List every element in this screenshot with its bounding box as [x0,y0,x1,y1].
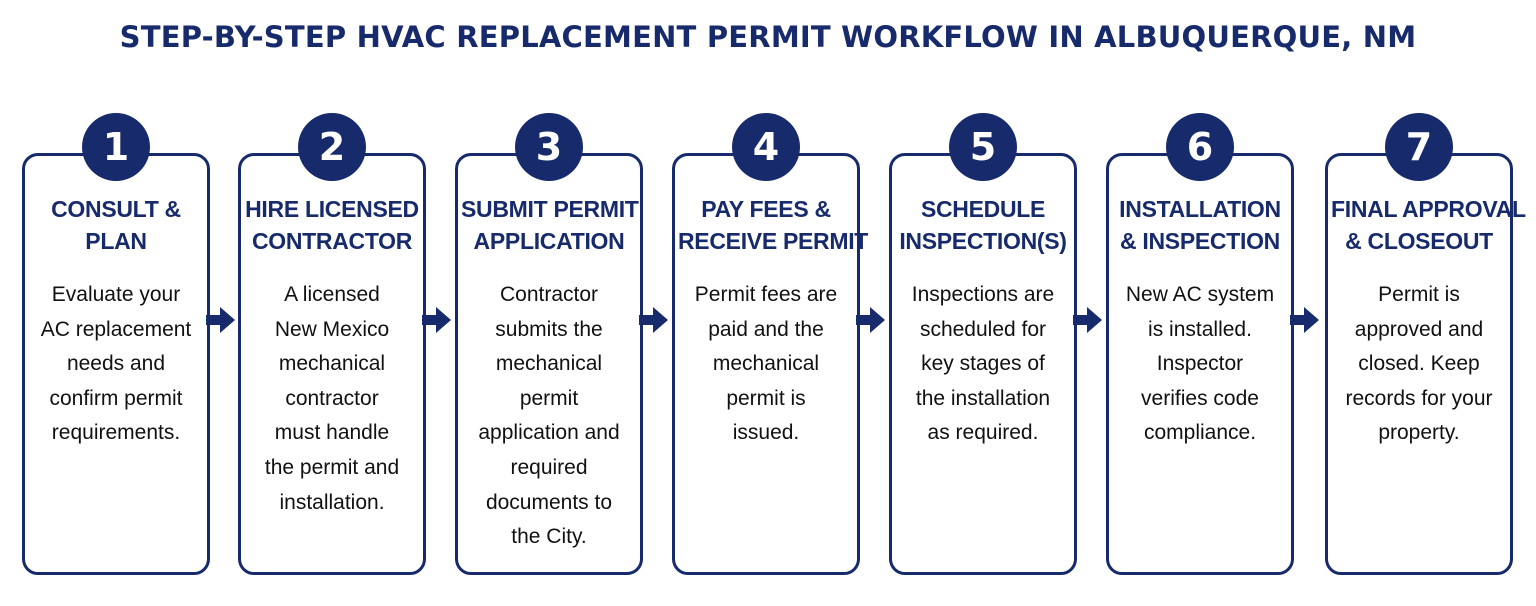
step-number-badge: 6 [1166,113,1234,181]
step-title-line: INSPECTION(S) [899,228,1067,254]
right-arrow-icon [422,305,452,335]
step-title [895,193,1071,257]
step-description-line: must handle [274,421,390,445]
step-description-line: mechanical [495,352,603,376]
step-description-line: AC replacement [40,317,192,341]
right-arrow-icon [1073,305,1103,335]
step-title [678,193,869,257]
step-description-line: verifies code [1141,386,1259,410]
step-1 [22,113,210,575]
step-description-line: permit [519,386,579,410]
step-description-line: approved and [1354,317,1484,341]
step-number-badge: 7 [1385,113,1453,181]
step-description-line: Inspections are [911,283,1055,306]
step-number-badge: 3 [515,113,583,181]
right-arrow-icon [206,305,236,335]
step-description-line: mechanical [278,352,386,376]
step-description-line: Inspector [1156,352,1244,376]
step-description-line: required [510,455,588,479]
diagram-title: STEP-BY-STEP HVAC REPLACEMENT PERMIT WORKFLOW IN ALBUQUERQUE, NM [119,20,1417,54]
step-title-line: CONTRACTOR [251,228,413,254]
step-description [895,278,1071,451]
right-arrow-icon [856,305,886,335]
step-5 [889,113,1077,575]
step-description [244,278,420,520]
step-description-line: confirm permit [49,386,183,410]
step-description-line: mechanical [712,352,820,376]
step-description-line: needs and [66,352,166,376]
step-description-line: Contractor [499,283,599,306]
step-description-line: closed. Keep [1358,352,1480,376]
step-number-badge: 1 [82,113,150,181]
step-description-line: paid and the [708,317,824,341]
step-4 [672,113,869,575]
step-description-line: the City. [511,525,587,549]
step-description-line: the installation [915,386,1051,410]
step-title-line: & INSPECTION [1120,228,1280,254]
step-7 [1325,113,1526,575]
step-description-line: contractor [285,386,379,410]
step-description [1331,278,1507,451]
step-description-line: requirements. [51,421,181,445]
step-description-line: scheduled for [919,317,1047,341]
step-title-line: SUBMIT PERMIT [461,196,639,222]
step-description-line: Evaluate your [51,283,181,306]
step-title [461,193,637,257]
step-description-line: compliance. [1143,421,1257,445]
step-3 [455,113,643,575]
step-title-line: CONSULT & [51,196,181,222]
step-description-line: issued. [732,421,800,445]
step-description [28,278,204,451]
right-arrow-icon [639,305,669,335]
step-description [1112,278,1288,451]
step-description [678,278,854,451]
step-description-line: documents to [485,490,613,514]
right-arrow-icon [1290,305,1320,335]
step-title-line: SCHEDULE [920,196,1046,222]
step-title-line: APPLICATION [473,228,625,254]
step-title-line: HIRE LICENSED [245,196,419,222]
step-title-line: PLAN [85,228,147,254]
step-title [1112,193,1288,257]
step-description-line: key stages of [921,352,1045,376]
step-description-line: Permit fees are [694,283,838,306]
step-description-line: Permit is [1378,283,1460,306]
step-title-line: INSTALLATION [1119,196,1281,222]
step-description-line: as required. [927,421,1039,445]
step-description-line: application and [478,421,620,445]
step-6 [1106,113,1294,575]
step-title-line: RECEIVE PERMIT [678,228,869,254]
step-number-badge: 5 [949,113,1017,181]
step-description [461,278,637,555]
step-description-line: property. [1378,421,1460,445]
step-number-badge: 2 [298,113,366,181]
step-2 [238,113,426,575]
step-title [28,193,204,257]
step-number-badge: 4 [732,113,800,181]
step-description-line: permit is [726,386,806,410]
step-title-line: & CLOSEOUT [1345,228,1493,254]
step-title [1331,193,1526,257]
step-title-line: PAY FEES & [701,196,831,222]
step-title-line: FINAL APPROVAL [1331,196,1526,222]
step-description-line: is installed. [1148,317,1252,341]
step-description-line: installation. [279,490,385,514]
step-title [244,193,420,257]
step-description-line: A licensed [284,283,380,306]
step-description-line: the permit and [264,455,400,479]
step-description-line: New Mexico [274,317,390,341]
step-description-line: New AC system [1125,283,1275,306]
step-description-line: records for your [1345,386,1493,410]
step-description-line: submits the [495,317,603,341]
